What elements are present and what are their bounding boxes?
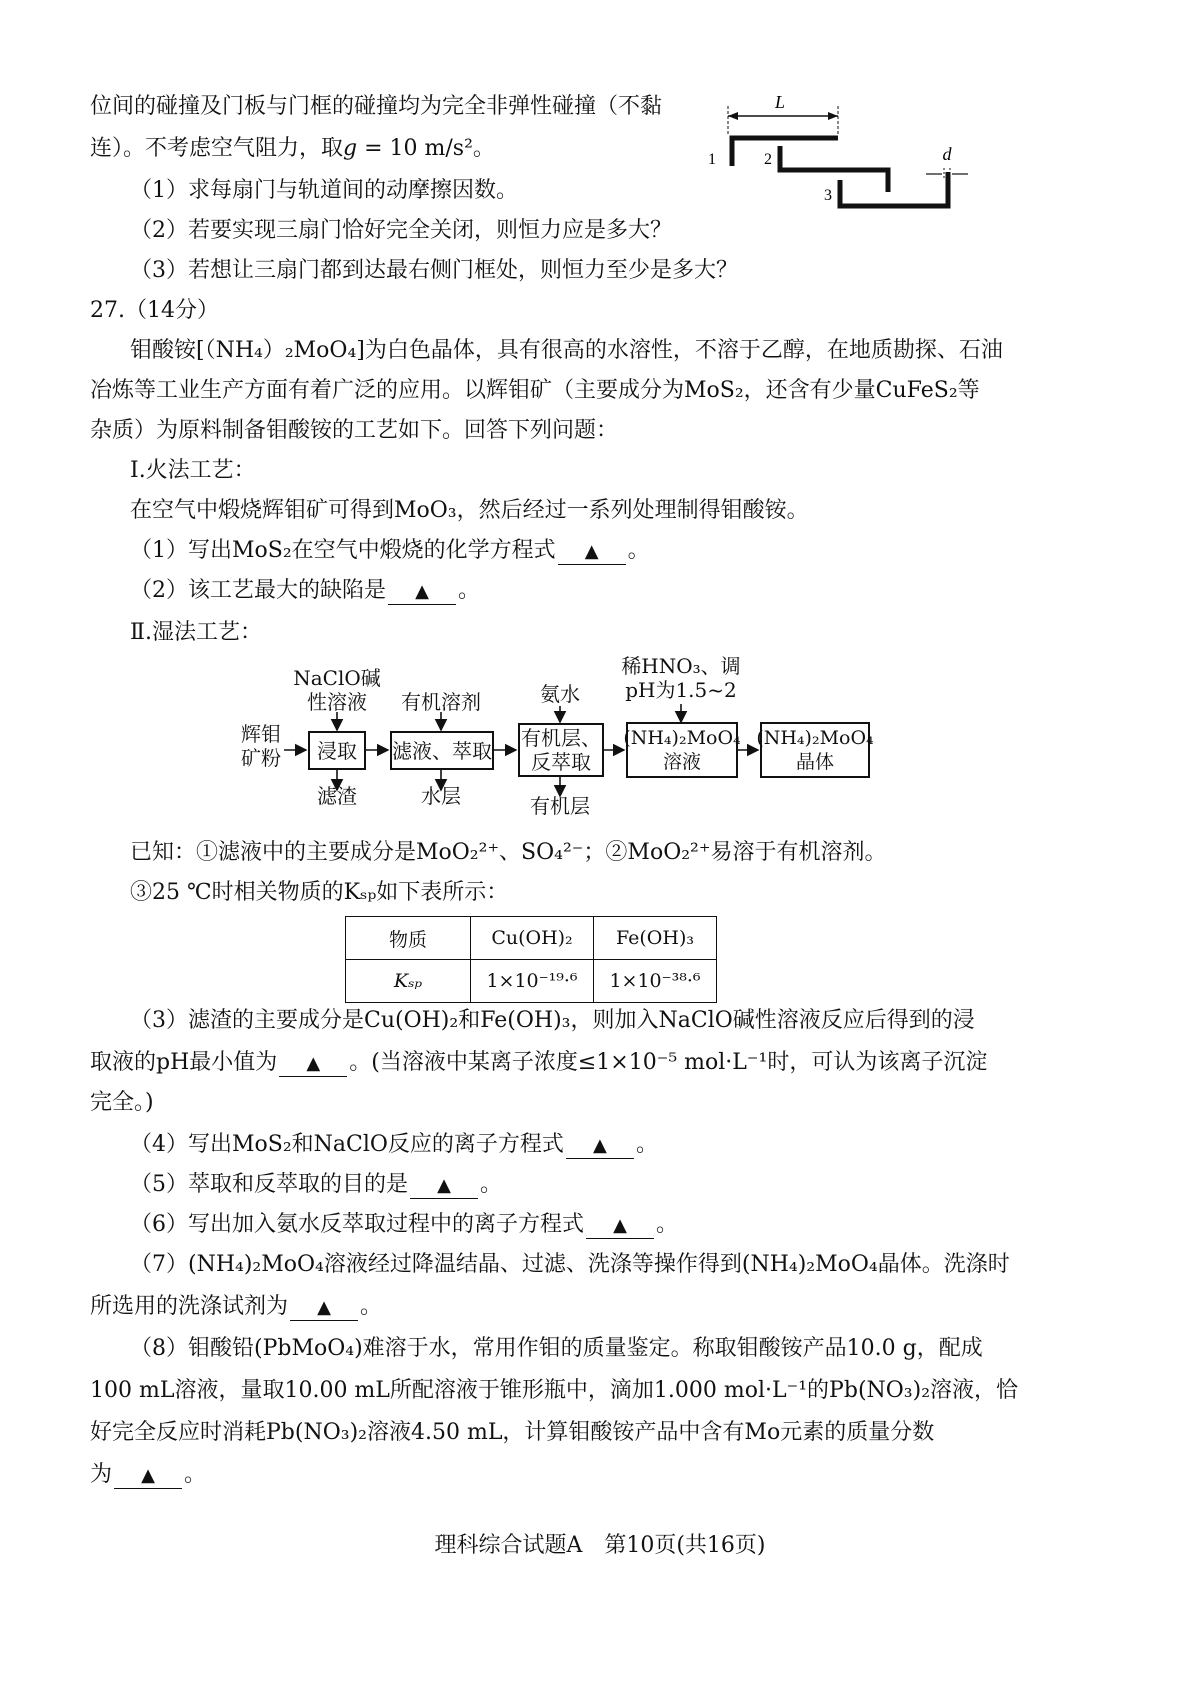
table-cell-fe-ksp: 1×10⁻³⁸·⁶ [594,960,717,1003]
flow-box3-line1: 有机层、 [521,726,601,750]
door-question-1: （1）求每扇门与轨道间的动摩擦因数。 [130,178,518,203]
question-3-note: 。(当溶液中某离子浓度≤1×10⁻⁵ mol·L⁻¹时，可认为该离子沉淀 [349,1050,988,1075]
question-2 [130,576,480,606]
question-6-text: （6）写出加入氨水反萃取过程中的离子方程式 [130,1212,584,1237]
door-line2-pre: 连）。不考虑空气阻力，取 [90,136,344,161]
flow-output-residue: 滤渣 [317,784,357,808]
flow-box-leaching: 浸取 [308,731,366,770]
question-8-line2: 100 mL溶液，量取10.00 mL所配溶液于锥形瓶中，滴加1.000 mol·L⁻¹的Pb(NO₃)₂溶液，恰 [90,1378,1019,1403]
flow-output-organic: 有机层 [530,794,590,818]
question-6-end: 。 [656,1212,679,1237]
flow-reagent-solvent: 有机溶剂 [401,690,481,714]
flow-start-line2: 矿粉 [241,746,281,770]
q27-intro-line2: 冶炼等工业生产方面有着广泛的应用。以辉钼矿（主要成分为MoS₂，还含有少量CuFeS₂等 [90,378,980,403]
question-4-end: 。 [635,1132,658,1157]
flow-box-crystal [756,722,874,778]
flow-box-back-extraction [518,723,604,777]
door-1-shape [732,138,838,166]
table-header-substance: 物质 [346,917,471,960]
flow-start-line1: 辉钼 [241,722,281,746]
flow-reagent-ammonia: 氨水 [540,682,580,706]
answer-blank[interactable] [586,1213,654,1239]
q27-heading: 27.（14分） [90,298,219,323]
label-door-2: 2 [764,151,772,168]
question-8-line3: 好完全反应时消耗Pb(NO₃)₂溶液4.50 mL，计算钼酸铵产品中含有Mo元素的质量分数 [90,1420,935,1445]
question-3-line2 [90,1048,987,1078]
question-7-end: 。 [360,1294,383,1319]
flow-box4-line1: (NH₄)₂MoO₄ [623,727,741,749]
question-5-end: 。 [480,1172,503,1197]
question-8-end: 。 [184,1462,207,1487]
answer-blank[interactable] [558,539,626,565]
arrow-head-left [728,112,738,120]
label-door-3: 3 [824,187,832,204]
door-3-shape [840,172,948,206]
flow-box-extraction: 滤液、萃取 [390,731,494,770]
answer-blank[interactable] [388,579,456,605]
q27-intro-line3: 杂质）为原料制备钼酸铵的工艺如下。回答下列问题： [90,418,619,443]
question-8-text: 为 [90,1462,113,1487]
question-4 [130,1130,658,1160]
question-2-end: 。 [458,578,481,603]
door-line2-post: = 10 m/s²。 [357,136,495,161]
flow-box-solution [623,722,741,778]
q27-intro-line1: 钼酸铵[（NH₄）₂MoO₄]为白色晶体，具有很高的水溶性，不溶于乙醇，在地质勘探、石油 [130,338,1003,363]
door-question-3: （3）若想让三扇门都到达最右侧门框处，则恒力至少是多大？ [130,258,738,283]
page-footer: 理科综合试题A 第10页(共16页) [434,1533,766,1558]
answer-blank[interactable] [114,1463,182,1489]
question-1-text: （1）写出MoS₂在空气中煅烧的化学方程式 [130,538,556,563]
door-2-shape [780,146,888,192]
question-7-line2 [90,1292,382,1322]
answer-blank[interactable] [290,1295,358,1321]
question-3-line1: （3）滤渣的主要成分是Cu(OH)₂和Fe(OH)₃，则加入NaClO碱性溶液反应后得到的浸 [130,1008,975,1033]
flow-reagent-nitric-line2: pH为1.5~2 [625,678,737,702]
table-cell-cu-ksp: 1×10⁻¹⁹·⁶ [471,960,594,1003]
question-2-text: （2）该工艺最大的缺陷是 [130,578,386,603]
flow-reagent-naclo-line2: 性溶液 [307,690,367,714]
question-5-text: （5）萃取和反萃取的目的是 [130,1172,408,1197]
label-door-1: 1 [708,151,716,168]
question-3-text: 取液的pH最小值为 [90,1050,278,1075]
table-cell-ksp-label: Kₛₚ [346,960,471,1003]
question-1-end: 。 [627,538,650,563]
part2-title: Ⅱ.湿法工艺： [130,620,262,645]
question-8-line4 [90,1460,206,1490]
flow-box5-line2: 晶体 [795,751,834,773]
answer-blank[interactable] [410,1173,478,1199]
table-header-fe: Fe(OH)₃ [594,917,717,960]
table-header-cu: Cu(OH)₂ [471,917,594,960]
door-figure [700,88,1000,218]
door-text-line1: 位间的碰撞及门板与门框的碰撞均为完全非弹性碰撞（不黏 [90,94,663,119]
g-symbol: g [343,136,358,161]
part1-text: 在空气中煅烧辉钼矿可得到MoO₃，然后经过一系列处理制得钼酸铵。 [130,498,809,523]
flow-output-aqueous: 水层 [421,784,461,808]
door-question-2: （2）若要实现三扇门恰好完全关闭，则恒力应是多大？ [130,218,672,243]
part1-title: Ⅰ.火法工艺： [130,458,256,483]
answer-blank[interactable] [279,1051,347,1077]
table-row [346,917,717,960]
flow-box5-line1: (NH₄)₂MoO₄ [756,727,874,749]
known-conditions-2: ③25 ℃时相关物质的Kₛₚ如下表所示： [130,880,509,905]
flow-box4-line2: 溶液 [662,751,701,773]
question-6 [130,1210,678,1240]
question-5 [130,1170,502,1200]
door-text-line2 [90,134,495,164]
question-1 [130,536,650,566]
answer-blank[interactable] [566,1133,634,1159]
process-flowchart [0,650,1200,830]
question-8-line1: （8）钼酸铅(PbMoO₄)难溶于水，常用作钼的质量鉴定。称取钼酸铵产品10.0 g，配成 [130,1336,983,1361]
flow-reagent-naclo-line1: NaClO碱 [293,666,381,690]
ksp-table [345,916,717,1003]
question-7-line1: （7）(NH₄)₂MoO₄溶液经过降温结晶、过滤、洗涤等操作得到(NH₄)₂MoO₄晶体。洗涤时 [130,1252,1010,1277]
question-7-text: 所选用的洗涤试剂为 [90,1294,289,1319]
flow-box3-line2: 反萃取 [531,750,591,774]
flow-reagent-nitric-line1: 稀HNO₃、调 [621,654,741,678]
known-conditions-1: 已知：①滤液中的主要成分是MoO₂²⁺、SO₄²⁻；②MoO₂²⁺易溶于有机溶剂。 [130,840,887,865]
flow-reagent-naclo [287,666,387,714]
question-3-line3: 完全。) [90,1090,154,1115]
flow-start-ore [236,722,286,770]
label-L: L [774,92,786,112]
question-4-text: （4）写出MoS₂和NaClO反应的离子方程式 [130,1132,564,1157]
arrow-head-right [828,112,838,120]
label-d: d [942,144,952,164]
table-row [346,960,717,1003]
flow-reagent-nitric [616,654,746,702]
